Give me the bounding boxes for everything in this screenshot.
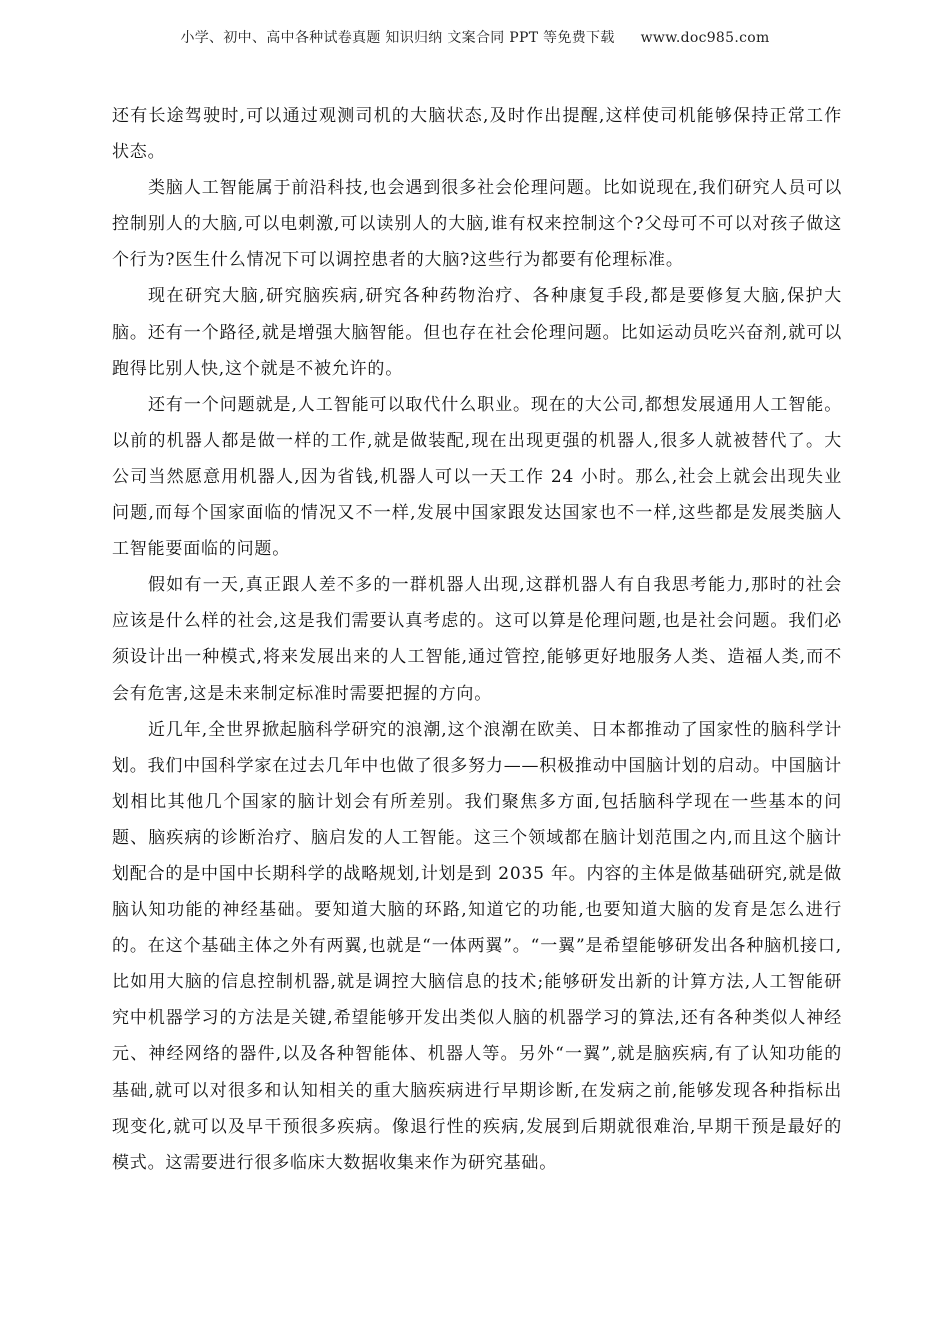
paragraph-3: 现在研究大脑,研究脑疾病,研究各种药物治疗、各种康复手段,都是要修复大脑,保护大脑。还有一个路径,就是增强大脑智能。但也存在社会伦理问题。比如运动员吃兴奋剂,就可以跑得比别人快,这个就是不被允许的。 [112,286,842,379]
page-header [0,27,950,47]
paragraph-5: 假如有一天,真正跟人差不多的一群机器人出现,这群机器人有自我思考能力,那时的社会应该是什么样的社会,这是我们需要认真考虑的。这可以算是伦理问题,也是社会问题。我们必须设计出一种模式,将来发展出来的人工智能,通过管控,能够更好地服务人类、造福人类,而不会有危害,这是未来制定标准时需要把握的方向。 [112,575,842,704]
paragraph-6: 近几年,全世界掀起脑科学研究的浪潮,这个浪潮在欧美、日本都推动了国家性的脑科学计划。我们中国科学家在过去几年中也做了很多努力——积极推动中国脑计划的启动。中国脑计划相比其他几个国家的脑计划会有所差别。我们聚焦多方面,包括脑科学现在一些基本的问题、脑疾病的诊断治疗、脑启发的人工智能。这三个领域都在脑计划范围之内,而且这个脑计划配合的是中国中长期科学的战略规划,计划是到 2035 年。内容的主体是做基础研究,就是做脑认知功能的神经基础。要知道大脑的环路,知道它的功能,也要知道大脑的发育是怎么进行的。在这个基础主体之外有两翼,也就是“一体两翼”。“一翼”是希望能够研发出各种脑机接口,比如用大脑的信息控制机器,就是调控大脑信息的技术;能够研发出新的计算方法,人工智能研究中机器学习的方法是关键,希望能够开发出类似人脑的机器学习的算法,还有各种类似人神经元、神经网络的器件,以及各种智能体、机器人等。另外“一翼”,就是脑疾病,有了认知功能的基础,就可以对很多和认知相关的重大脑疾病进行早期诊断,在发病之前,能够发现各种指标出现变化,就可以及早干预很多疾病。像退行性的疾病,发展到后期就很难治,早期干预是最好的模式。这需要进行很多临床大数据收集来作为研究基础。 [112,719,842,1173]
paragraph-4: 还有一个问题就是,人工智能可以取代什么职业。现在的大公司,都想发展通用人工智能。以前的机器人都是做一样的工作,就是做装配,现在出现更强的机器人,很多人就被替代了。大公司当然愿意用机器人,因为省钱,机器人可以一天工作 24 小时。那么,社会上就会出现失业问题,而每个国家面临的情况又不一样,发展中国家跟发达国家也不一样,这些都是发展类脑人工智能要面临的问题。 [112,394,842,560]
header-banner-text: 小学、初中、高中各种试卷真题 知识归纳 文案合同 PPT 等免费下载 [180,30,615,46]
paragraph-2: 类脑人工智能属于前沿科技,也会遇到很多社会伦理问题。比如说现在,我们研究人员可以控制别人的大脑,可以电刺激,可以读别人的大脑,谁有权来控制这个?父母可不可以对孩子做这个行为?医生什么情况下可以调控患者的大脑?这些行为都要有伦理标准。 [112,178,842,271]
header-website-link[interactable]: www.doc985.com [640,30,770,46]
paragraph-1: 还有长途驾驶时,可以通过观测司机的大脑状态,及时作出提醒,这样使司机能够保持正常工作状态。 [112,106,842,163]
article-body [112,98,842,1181]
